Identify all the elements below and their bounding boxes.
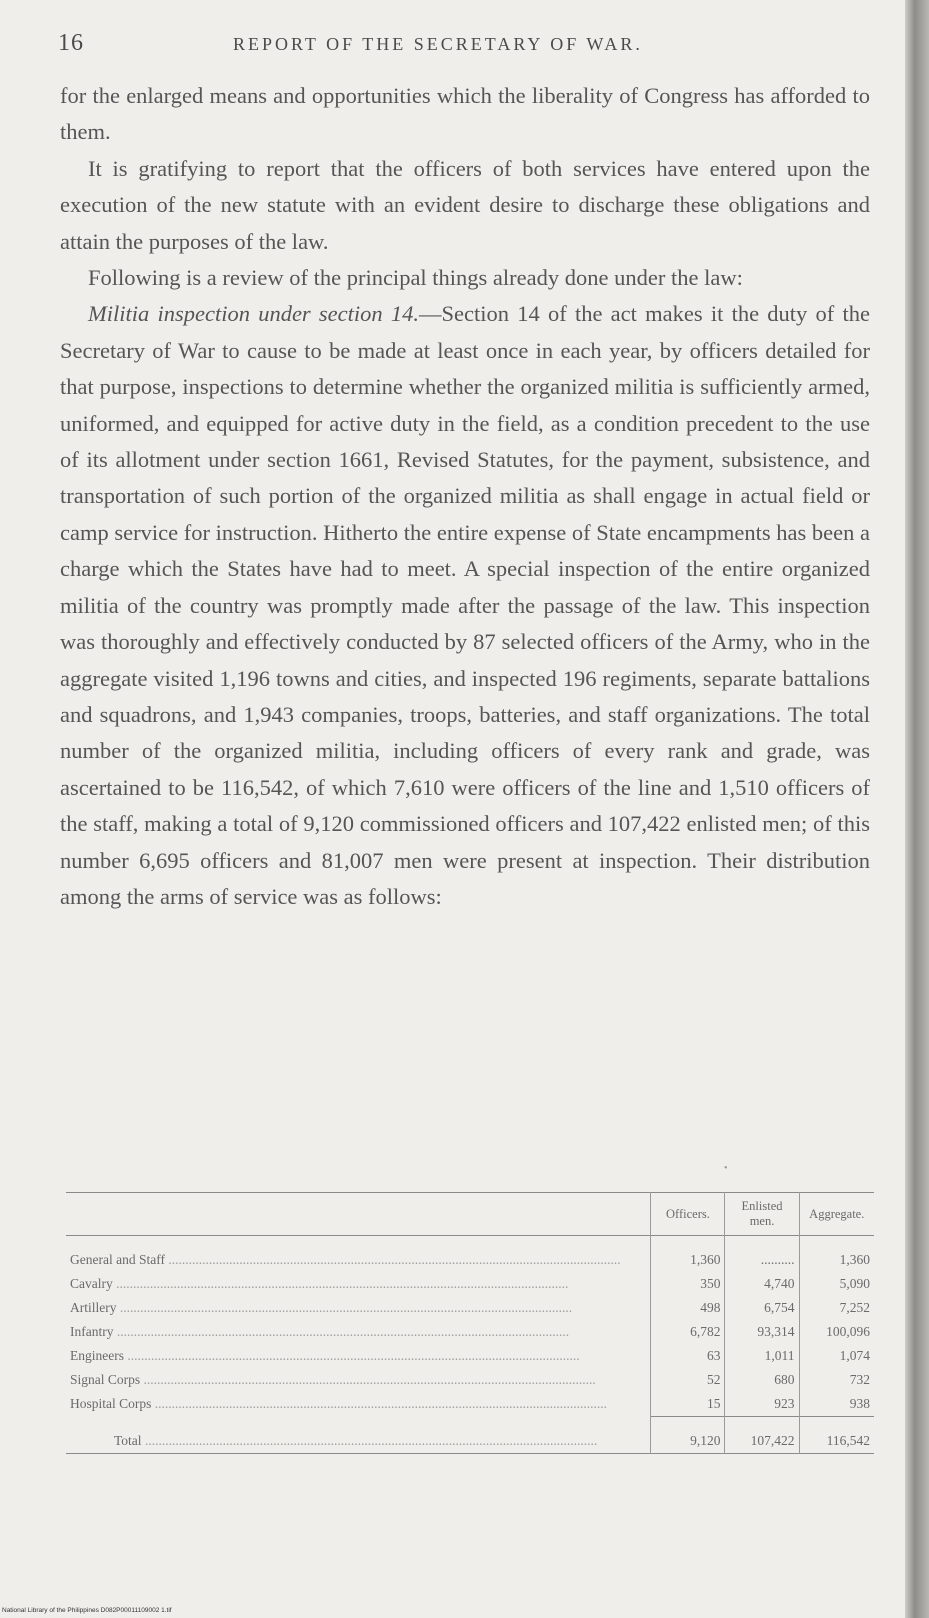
row-label: Infantry — [70, 1324, 114, 1339]
body-text — [60, 78, 870, 915]
row-label: Artillery — [70, 1300, 117, 1315]
paragraph-review-intro: Following is a review of the principal things already done under the law: — [88, 265, 743, 291]
paragraph-officers: It is gratifying to report that the officers of both services have entered upon the execution of the new statute with an evident desire to discharge these obligations and attain the purposes of the law. — [60, 155, 870, 254]
aggregate-cell: 7,252 — [799, 1296, 874, 1320]
enlisted-cell: .......... — [725, 1236, 799, 1273]
officers-cell: 52 — [651, 1368, 725, 1392]
officers-cell: 15 — [651, 1392, 725, 1417]
officers-header: Officers. — [651, 1193, 725, 1236]
total-label: Total — [114, 1432, 142, 1448]
officers-cell: 63 — [651, 1344, 725, 1368]
running-title: REPORT OF THE SECRETARY OF WAR. — [233, 34, 643, 54]
officers-cell: 498 — [651, 1296, 725, 1320]
aggregate-cell: 938 — [799, 1392, 874, 1417]
table-row — [66, 1236, 874, 1273]
enlisted-cell: 93,314 — [725, 1320, 799, 1344]
stray-mark: • — [724, 1163, 728, 1174]
paragraph-militia-body: —Section 14 of the act makes it the duty of the Secretary of War to cause to be made at least once in each year, by officers detailed for that purpose, inspections to determine whether the organized militia is sufficiently armed, uniformed, and equipped for active duty in the field, as a condition precedent to the use of its allotment under section 1661, Revised Statutes, for the payment, subsistence, and transportation of such portion of the organized militia as shall engage in actual field or camp service for instruction. Hitherto the entire expense of State encampments has been a charge which the States have had to meet. A special inspection of the entire organized militia of the country was promptly made after the passage of the law. This inspection was thoroughly and effectively conducted by 87 selected officers of the Army, who in the aggregate visited 1,196 towns and cities, and inspected 196 regiments, separate battalions and squadrons, and 1,943 companies, troops, batteries, and staff organizations. The total number of the organized militia, including officers of every rank and grade, was ascertained to be 116,542, of which 7,610 were officers of the line and 1,510 officers of the staff, making a total of 9,120 commissioned officers and 107,422 enlisted men; of this number 6,695 officers and 81,007 men were present at inspection. Their distribution among the arms of service was as follows: — [60, 301, 870, 909]
enlisted-header: Enlisted men. — [725, 1193, 799, 1236]
aggregate-cell: 100,096 — [799, 1320, 874, 1344]
row-label: Signal Corps — [70, 1372, 141, 1387]
aggregate-cell: 1,074 — [799, 1344, 874, 1368]
total-enlisted-cell: 107,422 — [725, 1417, 799, 1454]
table-row — [66, 1344, 874, 1368]
officers-cell: 350 — [651, 1272, 725, 1296]
enlisted-cell: 4,740 — [725, 1272, 799, 1296]
table-row — [66, 1368, 874, 1392]
enlisted-cell: 6,754 — [725, 1296, 799, 1320]
row-label: Cavalry — [70, 1276, 113, 1291]
militia-distribution-table — [66, 1192, 874, 1454]
row-label: General and Staff — [70, 1252, 165, 1267]
table-row — [66, 1272, 874, 1296]
page-gutter-edge — [905, 0, 929, 1618]
table-total-row — [66, 1417, 874, 1454]
row-label: Hospital Corps — [70, 1396, 152, 1412]
paragraph-continuation: for the enlarged means and opportunities which the liberality of Congress has afforded to them. — [60, 83, 870, 145]
total-officers-cell: 9,120 — [651, 1417, 725, 1454]
aggregate-cell: 732 — [799, 1368, 874, 1392]
enlisted-cell: 1,011 — [725, 1344, 799, 1368]
page-number: 16 — [58, 30, 84, 56]
row-label: Engineers — [70, 1348, 124, 1363]
aggregate-header: Aggregate. — [799, 1193, 874, 1236]
section-side-heading: Militia inspection under section 14. — [88, 301, 420, 327]
category-header — [66, 1193, 651, 1236]
enlisted-cell: 923 — [725, 1392, 799, 1417]
table-header-row — [66, 1193, 874, 1236]
paragraph-militia-inspection — [60, 296, 870, 915]
aggregate-cell: 5,090 — [799, 1272, 874, 1296]
table-row — [66, 1392, 874, 1417]
table-row — [66, 1320, 874, 1344]
officers-cell: 1,360 — [651, 1236, 725, 1273]
officers-cell: 6,782 — [651, 1320, 725, 1344]
scan-credit: National Library of the Philippines D082P00011109002 1.tif — [2, 1607, 172, 1614]
table-row — [66, 1296, 874, 1320]
running-head — [58, 30, 868, 64]
enlisted-cell: 680 — [725, 1368, 799, 1392]
total-aggregate-cell: 116,542 — [799, 1417, 874, 1454]
aggregate-cell: 1,360 — [799, 1236, 874, 1273]
